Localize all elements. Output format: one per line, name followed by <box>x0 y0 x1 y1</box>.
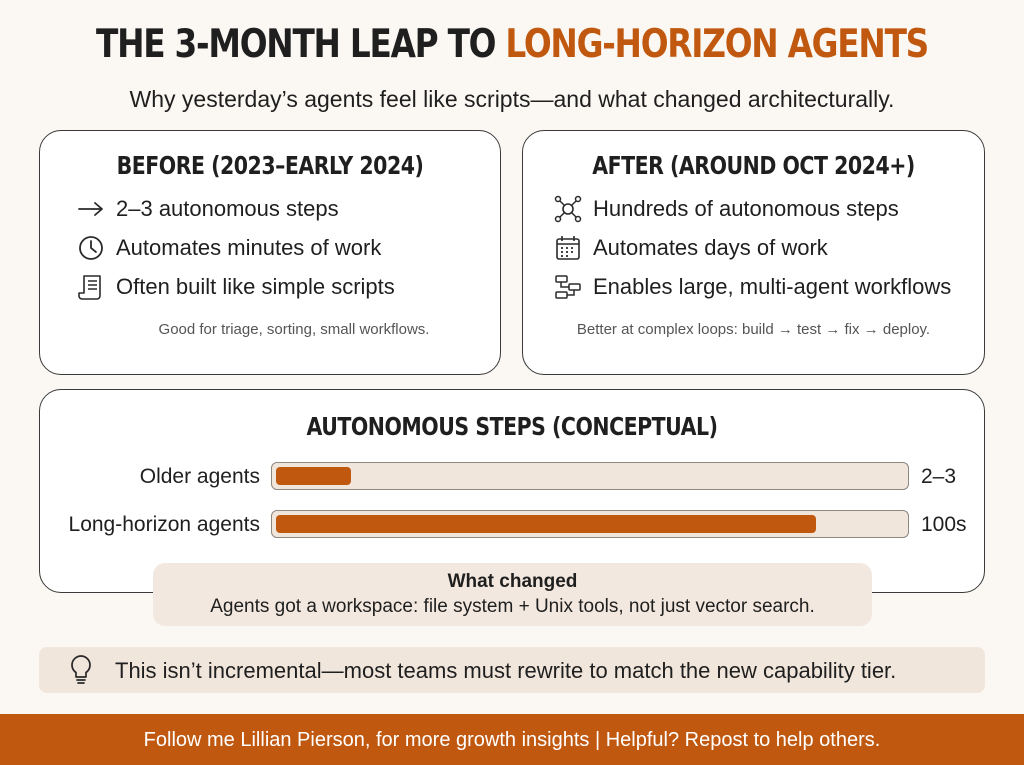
after-note: Better at complex loops: build → test → fix → deploy. <box>576 321 931 338</box>
before-heading: BEFORE (2023–EARLY 2024) <box>116 151 424 180</box>
bar-label-long-horizon: Long-horizon agents <box>68 513 260 536</box>
after-item-text: Automates days of work <box>593 235 828 260</box>
agent-network-icon <box>553 194 583 224</box>
bar-track-long-horizon <box>271 510 909 538</box>
before-item <box>76 193 339 225</box>
arrow-right-icon <box>76 194 106 224</box>
after-item <box>553 271 951 303</box>
what-changed-body: Agents got a workspace: file system + Unix tools, not just vector search. <box>210 596 815 617</box>
clock-icon <box>76 233 106 263</box>
callout-text: This isn’t incremental—most teams must rewrite to match the new capability tier. <box>115 658 897 683</box>
after-heading: AFTER (AROUND OCT 2024+) <box>592 151 915 180</box>
page-title <box>82 22 942 67</box>
after-item-text: Enables large, multi-agent workflows <box>593 274 952 299</box>
script-scroll-icon <box>76 272 106 302</box>
title-main: THE 3-MONTH LEAP TO <box>95 22 506 67</box>
before-item-text: Often built like simple scripts <box>116 274 395 299</box>
what-changed-title: What changed <box>447 571 578 592</box>
bar-track-older <box>271 462 909 490</box>
before-card <box>39 130 501 375</box>
after-item <box>553 232 828 264</box>
before-item-text: Automates minutes of work <box>116 235 382 260</box>
footer-text: Follow me Lillian Pierson, for more growth insights | Helpful? Repost to help others. <box>143 729 881 751</box>
workflow-icon <box>553 272 583 302</box>
callout-banner <box>39 647 985 693</box>
title-accent: LONG-HORIZON AGENTS <box>505 22 929 67</box>
lightbulb-icon <box>69 654 93 686</box>
bar-label-older: Older agents <box>139 465 260 488</box>
after-card <box>522 130 985 375</box>
before-item <box>76 271 395 303</box>
after-item <box>553 193 899 225</box>
calendar-icon <box>553 233 583 263</box>
bar-value-older: 2–3 <box>921 465 957 488</box>
footer-bar <box>0 714 1024 765</box>
bar-long-horizon <box>276 515 816 533</box>
before-item-text: 2–3 autonomous steps <box>116 196 339 221</box>
bar-older <box>276 467 351 485</box>
before-item <box>76 232 381 264</box>
before-note: Good for triage, sorting, small workflows. <box>158 321 430 338</box>
page-subtitle: Why yesterday’s agents feel like scripts—and what changed architecturally. <box>129 86 895 112</box>
after-item-text: Hundreds of autonomous steps <box>593 196 899 221</box>
what-changed-box <box>153 563 872 626</box>
chart-title: AUTONOMOUS STEPS (CONCEPTUAL) <box>306 412 718 441</box>
bar-value-long-horizon: 100s <box>921 513 967 536</box>
